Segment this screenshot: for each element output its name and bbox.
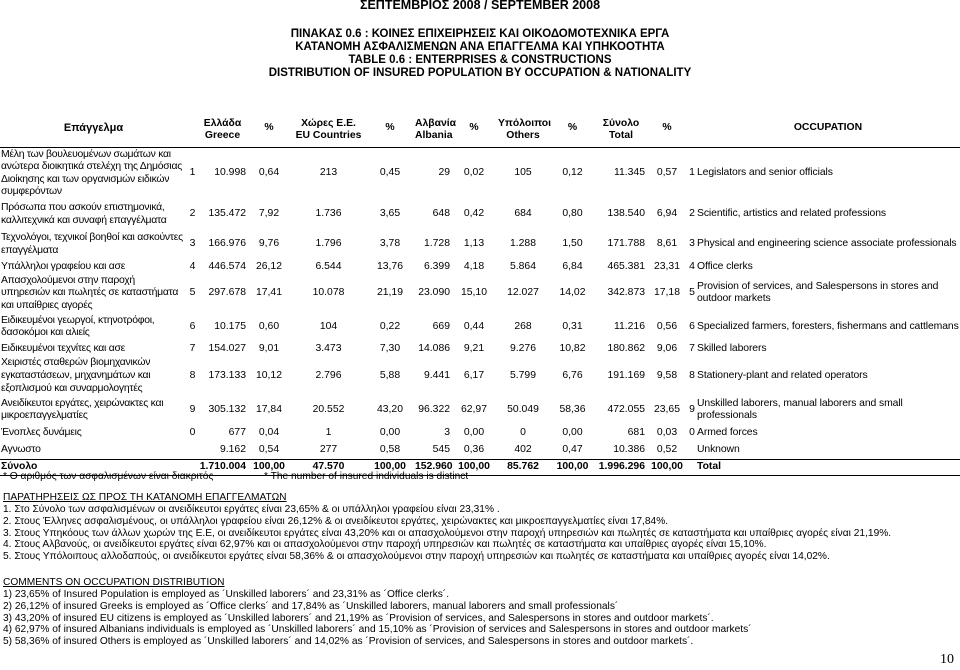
cell-greece: 166.976 bbox=[208, 238, 246, 250]
cell-others-pct: 14,02 bbox=[559, 287, 586, 299]
note-item: 5. Στους Υπόλοιπους αλλοδαπούς, οι ανειδίκευτοι εργάτες είναι 58,36% & οι απασχολούμενοι στην παροχή υπηρεσιών και πωλητές σε καταστήματα και υπαίθριες αγορές είναι 14,02%. bbox=[3, 551, 830, 563]
cell-total: 465.381 bbox=[607, 260, 645, 272]
cell-eu-pct: 3,65 bbox=[379, 208, 401, 220]
cell-eu: 2.796 bbox=[315, 369, 342, 381]
occupation-gr: Μέλη των βουλευομένων σωμάτων και ανώτερα διοικητικά στελέχη της Δημόσιας Διοίκησης και των οργανισμών ειδικών συμφερόντων bbox=[1, 148, 183, 198]
cell-greece: 446.574 bbox=[208, 260, 246, 272]
cell-albania: 1.728 bbox=[423, 238, 450, 250]
cell-albania-pct: 15,10 bbox=[460, 287, 487, 299]
cell-greece-pct: 17,84 bbox=[255, 403, 282, 415]
occupation-en: Legislators and senior officials bbox=[697, 167, 833, 179]
cell-others-pct: 0,12 bbox=[562, 167, 583, 179]
table-header-row bbox=[0, 110, 960, 148]
cell-eu: 6.544 bbox=[315, 260, 342, 272]
cell-others-pct: 58,36 bbox=[559, 403, 586, 415]
row-code: 6 bbox=[189, 320, 196, 332]
cell-total-pct: 9,06 bbox=[656, 343, 678, 355]
row-code-en: 1 bbox=[689, 167, 695, 179]
header-albania-pct: % bbox=[451, 110, 497, 148]
total-total: 1.996.296 bbox=[596, 459, 646, 475]
occupation-gr: Απασχολούμενοι στην παροχή υπηρεσιών και πωλητές σε καταστήματα και υπαίθριες αγορές bbox=[1, 274, 179, 311]
cell-eu-pct: 3,78 bbox=[379, 238, 401, 250]
total-eu: 47.570 bbox=[291, 459, 366, 475]
note-item: 2) 26,12% of insured Greeks is employed as ´Office clerks´ and 17,84% as ´Unskilled laborers, manual laborers and small professionals´ bbox=[3, 600, 619, 612]
cell-others: 12.027 bbox=[507, 287, 539, 299]
occupation-en: Specialized farmers, foresters, fishermans and cattlemans bbox=[697, 320, 959, 332]
row-code-en: 9 bbox=[689, 403, 695, 415]
cell-others: 268 bbox=[514, 320, 532, 332]
row-code: 7 bbox=[189, 343, 196, 355]
table-row bbox=[0, 260, 960, 275]
cell-albania: 3 bbox=[444, 426, 450, 438]
cell-greece: 10.998 bbox=[214, 167, 246, 179]
cell-eu-pct: 0,22 bbox=[379, 320, 401, 332]
cell-albania-pct: 0,36 bbox=[463, 443, 485, 455]
cell-others-pct: 0,80 bbox=[562, 208, 583, 220]
cell-others-pct: 0,47 bbox=[562, 443, 583, 455]
cell-total-pct: 6,94 bbox=[656, 208, 678, 220]
header-greece: Ελλάδα Greece bbox=[198, 110, 247, 148]
cell-greece: 677 bbox=[228, 426, 246, 438]
row-code-en: 7 bbox=[689, 343, 695, 355]
cell-greece-pct: 9,76 bbox=[258, 238, 280, 250]
cell-total: 342.873 bbox=[607, 287, 645, 299]
cell-total: 472.055 bbox=[607, 403, 645, 415]
row-code: 0 bbox=[189, 426, 196, 438]
cell-others: 50.049 bbox=[507, 403, 539, 415]
total-eu-pct: 100,00 bbox=[366, 459, 414, 475]
row-code: 8 bbox=[189, 369, 196, 381]
cell-total: 171.788 bbox=[607, 238, 645, 250]
cell-total-pct: 0,57 bbox=[656, 167, 678, 179]
page-number: 10 bbox=[940, 652, 954, 667]
header-occupation-gr: Επάγγελμα bbox=[0, 110, 187, 148]
row-code-en bbox=[688, 441, 696, 459]
cell-greece: 9.162 bbox=[219, 443, 246, 455]
note-item: 5) 58,36% of insured Others is employed as ´Unskilled laborers´ and 14,02% as ´Provision of services, and Salespersons in stores and outdoor markets´. bbox=[3, 636, 694, 648]
cell-others-pct: 10,82 bbox=[559, 343, 586, 355]
cell-eu-pct: 0,45 bbox=[379, 167, 401, 179]
cell-greece: 135.472 bbox=[208, 208, 246, 220]
cell-total: 681 bbox=[627, 426, 645, 438]
cell-others-pct: 0,31 bbox=[562, 320, 583, 332]
note-item: 3. Στους Υπηκόους των άλλων χωρών της Ε.Ε, οι ανειδίκευτοι εργάτες είναι 43,20% και οι απασχολούμενοι στην παροχή υπηρεσιών και πωλητές σε καταστήματα και υπαίθριες αγορές είναι 21,19%. bbox=[3, 527, 892, 539]
total-others: 85.762 bbox=[497, 459, 549, 475]
title-greek-line2: ΚΑΤΑΝΟΜΗ ΑΣΦΑΛΙΣΜΕΝΩΝ ΑΝΑ ΕΠΑΓΓΕΛΜΑ ΚΑΙ ΥΠΗΚΟΟΤΗΤΑ bbox=[295, 41, 665, 53]
cell-eu-pct: 0,58 bbox=[379, 443, 401, 455]
cell-albania: 96.322 bbox=[418, 403, 450, 415]
cell-total-pct: 9,58 bbox=[656, 369, 678, 381]
cell-eu-pct: 0,00 bbox=[379, 426, 401, 438]
total-albania-pct: 100,00 bbox=[451, 459, 497, 475]
cell-albania: 29 bbox=[438, 167, 450, 179]
cell-total-pct: 0,52 bbox=[656, 443, 678, 455]
cell-total: 191.169 bbox=[607, 369, 645, 381]
occupation-gr: Αγνωστο bbox=[1, 443, 41, 455]
cell-albania: 669 bbox=[432, 320, 450, 332]
note-item: 4) 62,97% of insured Albanians individuals is employed as ´Unskilled laborers´ and 15,10% as ´Provision of services and Salespersons in stores and outdoor markets´ bbox=[3, 624, 752, 636]
cell-eu: 3.473 bbox=[315, 343, 342, 355]
occupation-en: Physical and engineering science associate professionals bbox=[697, 238, 957, 250]
cell-others: 684 bbox=[514, 208, 532, 220]
cell-albania-pct: 62,97 bbox=[460, 403, 487, 415]
cell-eu: 1.736 bbox=[315, 208, 342, 220]
row-code: 2 bbox=[189, 208, 196, 220]
cell-greece-pct: 0,54 bbox=[258, 443, 280, 455]
table-row bbox=[0, 395, 960, 425]
cell-total-pct: 23,31 bbox=[653, 260, 680, 272]
occupation-gr: Ανειδίκευτοι εργάτες, χειρώνακτες και μικροεπαγγελματίες bbox=[1, 397, 164, 422]
cell-albania-pct: 0,42 bbox=[463, 208, 485, 220]
cell-total-pct: 0,56 bbox=[656, 320, 678, 332]
cell-greece-pct: 7,92 bbox=[258, 208, 280, 220]
occupation-gr: Ένοπλες δυνάμεις bbox=[1, 426, 82, 438]
total-greece: 1.710.004 bbox=[198, 459, 247, 475]
row-code-en: 2 bbox=[689, 208, 695, 220]
cell-total: 10.386 bbox=[613, 443, 645, 455]
cell-albania: 9.441 bbox=[423, 369, 450, 381]
cell-greece: 297.678 bbox=[208, 287, 246, 299]
row-code-en: 3 bbox=[689, 238, 695, 250]
note-item: 1) 23,65% of Insured Population is employed as ´Unskilled laborers´ and 23,31% as ´Office clerks´. bbox=[3, 588, 450, 600]
cell-greece: 10.175 bbox=[214, 320, 246, 332]
total-others-pct: 100,00 bbox=[549, 459, 596, 475]
occupation-en: Scientific, artistics and related professions bbox=[697, 208, 886, 220]
header-total-pct: % bbox=[646, 110, 688, 148]
row-code-en: 8 bbox=[689, 369, 695, 381]
cell-eu: 20.552 bbox=[312, 403, 345, 415]
row-code-en: 6 bbox=[689, 320, 695, 332]
table-row bbox=[0, 275, 960, 313]
cell-albania-pct: 0,00 bbox=[463, 426, 485, 438]
header-total: Σύνολο Total bbox=[596, 110, 646, 148]
row-code: 9 bbox=[189, 403, 196, 415]
cell-eu-pct: 7,30 bbox=[379, 343, 401, 355]
cell-eu: 1 bbox=[325, 426, 332, 438]
cell-greece-pct: 26,12 bbox=[255, 260, 282, 272]
occupation-gr: Τεχνολόγοι, τεχνικοί βοηθοί και ασκούντες επαγγέλματα bbox=[1, 231, 183, 256]
cell-total-pct: 8,61 bbox=[656, 238, 678, 250]
header-others: Υπόλοιποι Others bbox=[497, 110, 549, 148]
row-code: 1 bbox=[189, 167, 196, 179]
notes-english bbox=[3, 577, 752, 648]
cell-others-pct: 1,50 bbox=[562, 238, 583, 250]
header-others-pct: % bbox=[549, 110, 596, 148]
header-occupation-en: OCCUPATION bbox=[696, 110, 960, 148]
cell-others-pct: 0,00 bbox=[562, 426, 583, 438]
cell-eu: 104 bbox=[319, 320, 338, 332]
note-item: 4. Στους Αλβανούς, οι ανειδίκευτοι εργάτες είναι 62,97% και οι απασχολούμενοι στην παροχή υπηρεσιών και πωλητές σε καταστήματα και υπαίθριες αγορές είναι 15,10%. bbox=[3, 539, 767, 551]
cell-albania: 23.090 bbox=[418, 287, 450, 299]
cell-others: 5.799 bbox=[509, 369, 536, 381]
cell-albania-pct: 1,13 bbox=[463, 238, 485, 250]
occupation-en: Armed forces bbox=[697, 426, 758, 438]
table-row bbox=[0, 357, 960, 395]
title-english-line1: TABLE 0.6 : ENTERPRISES & CONSTRUCTIONS bbox=[348, 54, 612, 66]
occupation-en: Unknown bbox=[697, 443, 740, 455]
cell-total: 11.216 bbox=[613, 320, 645, 332]
cell-eu: 213 bbox=[319, 167, 338, 179]
cell-total: 11.345 bbox=[613, 167, 645, 179]
cell-total-pct: 0,03 bbox=[656, 426, 678, 438]
total-albania: 152.960 bbox=[414, 459, 451, 475]
table-row bbox=[0, 230, 960, 260]
header-eu-pct: % bbox=[366, 110, 414, 148]
cell-eu: 1.796 bbox=[315, 238, 342, 250]
cell-albania-pct: 9,21 bbox=[463, 343, 485, 355]
cell-others: 402 bbox=[514, 443, 532, 455]
cell-total: 138.540 bbox=[607, 208, 645, 220]
occupation-en: Unskilled laborers, manual laborers and small professionals bbox=[697, 397, 903, 422]
cell-eu-pct: 21,19 bbox=[376, 287, 403, 299]
cell-albania-pct: 0,02 bbox=[463, 167, 485, 179]
table-row bbox=[0, 200, 960, 230]
title-greek-line1: ΠΙΝΑΚΑΣ 0.6 : ΚΟΙΝΕΣ ΕΠΙΧΕΙΡΗΣΕΙΣ ΚΑΙ ΟΙΚΟΔΟΜΟΤΕΧΝΙΚΑ ΕΡΓΑ bbox=[290, 28, 670, 40]
table-row bbox=[0, 312, 960, 342]
notes-english-heading: COMMENTS ON OCCUPATION DISTRIBUTION bbox=[3, 577, 225, 588]
cell-greece: 173.133 bbox=[208, 369, 246, 381]
cell-greece-pct: 0,60 bbox=[258, 320, 280, 332]
header-albania: Αλβανία Albania bbox=[414, 110, 451, 148]
cell-eu-pct: 43,20 bbox=[376, 403, 403, 415]
occupation-en: Office clerks bbox=[697, 260, 753, 272]
cell-others: 1.288 bbox=[509, 238, 536, 250]
cell-total-pct: 23,65 bbox=[653, 403, 680, 415]
cell-greece-pct: 0,64 bbox=[258, 167, 280, 179]
page-header: ΣΕΠΤΕΜΒΡΙΟΣ 2008 / SEPTEMBER 2008 bbox=[359, 0, 601, 12]
cell-greece: 154.027 bbox=[208, 343, 246, 355]
cell-greece: 305.132 bbox=[208, 403, 246, 415]
footnote-gr: * Ο αριθμός των ασφαλισμένων είναι διακριτός bbox=[3, 471, 214, 482]
occupation-gr: Χειριστές σταθερών βιομηχανικών εγκαταστάσεων, μηχανημάτων και εξοπλισμού και συναρμολογητές bbox=[1, 357, 151, 394]
cell-albania: 14.086 bbox=[418, 343, 450, 355]
occupation-gr: Ειδικευμένοι τεχνίτες και ασε bbox=[1, 343, 126, 355]
occupation-en: Provision of services, and Salespersons in stores and outdoor markets bbox=[697, 280, 939, 305]
footnote-en: * The number of insured individuals is distinct bbox=[264, 471, 469, 482]
title-english-line2: DISTRIBUTION OF INSURED POPULATION BY OCCUPATION & NATIONALITY bbox=[268, 67, 692, 79]
cell-others: 0 bbox=[520, 426, 526, 438]
cell-albania-pct: 4,18 bbox=[463, 260, 485, 272]
table-row bbox=[0, 425, 960, 441]
cell-eu: 10.078 bbox=[312, 287, 345, 299]
occupation-gr: Ειδικευμένοι γεωργοί, κτηνοτρόφοι, δασοκόμοι και αλιείς bbox=[1, 314, 155, 339]
row-code: 4 bbox=[189, 260, 196, 272]
cell-greece-pct: 9,01 bbox=[258, 343, 280, 355]
cell-albania-pct: 0,44 bbox=[463, 320, 485, 332]
cell-total-pct: 17,18 bbox=[653, 287, 680, 299]
total-label-gr: Σύνολο bbox=[0, 459, 187, 475]
cell-others: 5.864 bbox=[509, 260, 536, 272]
table-row bbox=[0, 441, 960, 459]
occupation-gr: Υπάλληλοι γραφείου και ασε bbox=[1, 260, 126, 272]
note-item: 2. Στους Έλληνες ασφαλισμένους, οι υπάλληλοι γραφείου είναι 26,12% & οι ανειδίκευτοι εργάτες, χειρώνακτες και μικροεπαγγελματίες είναι 17,84%. bbox=[3, 515, 669, 527]
row-code bbox=[187, 441, 198, 459]
cell-albania: 6.399 bbox=[423, 260, 450, 272]
notes-greek-heading: ΠΑΡΑΤΗΡΗΣΕΙΣ ΩΣ ΠΡΟΣ ΤΗ ΚΑΤΑΝΟΜΗ ΕΠΑΓΓΕΛΜΑΤΩΝ bbox=[3, 492, 287, 503]
note-item: 3) 43,20% of insured EU citizens is employed as ´Unskilled laborers´ and 21,19% as ´Provision of services, and Salespersons in stores and outdoor markets´. bbox=[3, 612, 714, 624]
total-total-pct: 100,00 bbox=[646, 459, 688, 475]
header-greece-pct: % bbox=[247, 110, 291, 148]
header-eu: Χώρες Ε.Ε. EU Countries bbox=[291, 110, 366, 148]
total-label-en: Total bbox=[696, 459, 960, 475]
cell-greece-pct: 10,12 bbox=[255, 369, 282, 381]
cell-others: 9.276 bbox=[509, 343, 536, 355]
occupation-en: Skilled laborers bbox=[697, 343, 767, 355]
cell-albania-pct: 6,17 bbox=[463, 369, 485, 381]
row-code-en: 0 bbox=[689, 426, 695, 438]
occupation-gr: Πρόσωπα που ασκούν επιστημονικά, καλλιτεχνικά και συναφή επαγγέλματα bbox=[1, 201, 167, 226]
row-code: 3 bbox=[189, 238, 196, 250]
cell-albania: 648 bbox=[432, 208, 450, 220]
cell-albania: 545 bbox=[432, 443, 450, 455]
occupation-table bbox=[0, 110, 960, 476]
note-item: 1. Στο Σύνολο των ασφαλισμένων οι ανειδίκευτοι εργάτες είναι 23,65% & οι υπάλληλοι γραφείου είναι 23,31% . bbox=[3, 503, 500, 515]
table-row bbox=[0, 342, 960, 357]
cell-total: 180.862 bbox=[607, 343, 645, 355]
cell-eu-pct: 13,76 bbox=[376, 260, 403, 272]
row-code: 5 bbox=[189, 287, 196, 299]
cell-others: 105 bbox=[514, 167, 532, 179]
cell-greece-pct: 0,04 bbox=[258, 426, 280, 438]
total-greece-pct: 100,00 bbox=[247, 459, 291, 475]
row-code-en: 4 bbox=[689, 260, 695, 272]
cell-greece-pct: 17,41 bbox=[255, 287, 282, 299]
row-code-en: 5 bbox=[689, 287, 695, 299]
table-row bbox=[0, 148, 960, 200]
cell-others-pct: 6,76 bbox=[562, 369, 583, 381]
cell-others-pct: 6,84 bbox=[562, 260, 583, 272]
cell-eu-pct: 5,88 bbox=[379, 369, 401, 381]
occupation-en: Stationery-plant and related operators bbox=[697, 369, 868, 381]
notes-greek bbox=[3, 492, 891, 563]
cell-eu: 277 bbox=[319, 443, 338, 455]
